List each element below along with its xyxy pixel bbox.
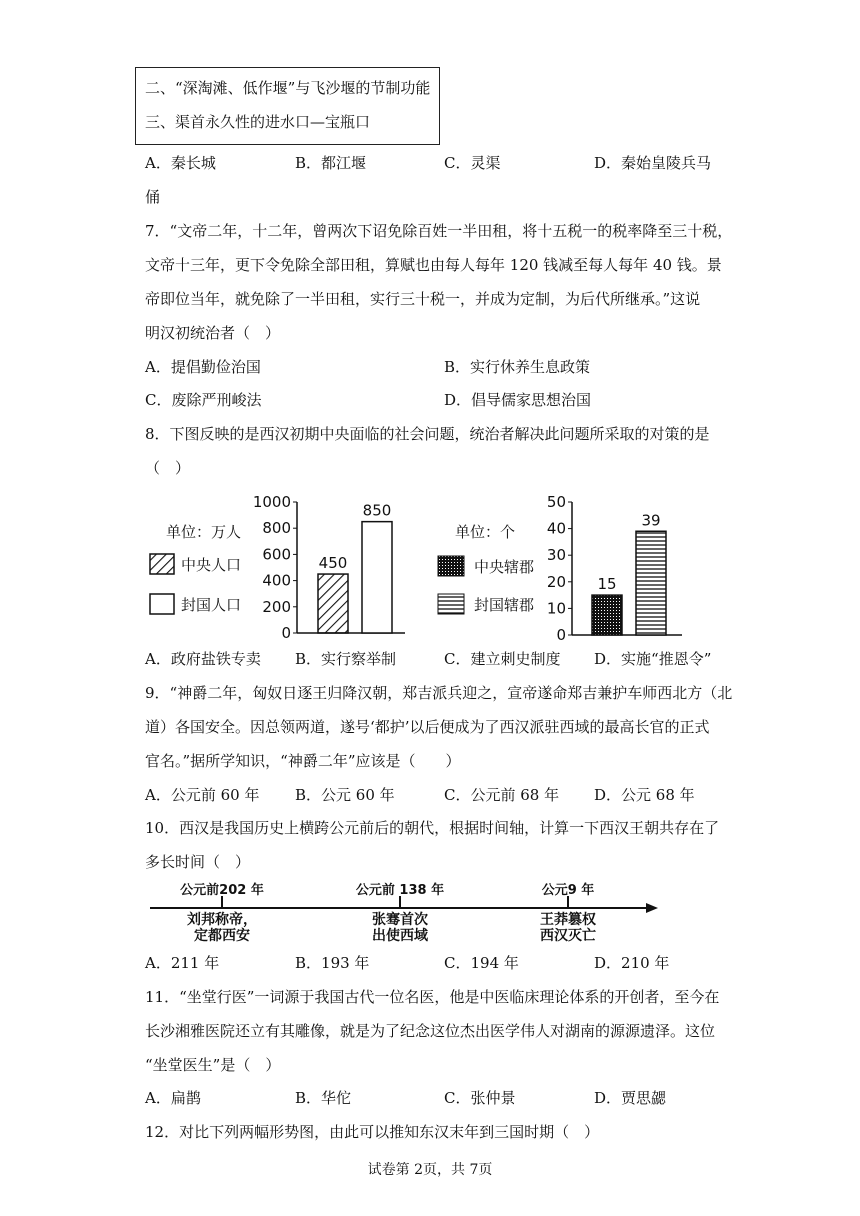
chart2-tick-label: 50: [546, 493, 566, 511]
chart1-data-label-1: 450: [318, 554, 348, 573]
q11-option-b: B．华佗: [295, 1089, 352, 1107]
q8-option-c: C．建立刺史制度: [444, 650, 561, 668]
timeline-date-1: 公元前202 年: [180, 883, 264, 898]
q11-line-2: 长沙湘雅医院还立有其雕像，就是为了纪念这位杰出医学伟人对湖南的源源遗泽。这位: [145, 1022, 716, 1040]
timeline-event-1b: 定都西安: [194, 928, 250, 944]
q7-line-3: 帝即位当年，就免除了一半田租，实行三十税一，并成为定制，为后代所继承。”这说: [145, 290, 701, 308]
q6-option-a: A．秦长城: [145, 154, 216, 172]
chart1-bar-1: [318, 574, 348, 633]
q6-option-b: B．都江堰: [295, 154, 367, 172]
q9-option-d: D．公元 68 年: [594, 786, 695, 804]
chart2-data-label-2: 39: [641, 511, 661, 530]
chart2-tick-label: 30: [546, 546, 566, 565]
chart1-tick-label: 600: [262, 545, 291, 564]
q7-option-a: A．提倡勤俭治国: [145, 358, 261, 376]
q9-line-1: 9．“神爵二年，匈奴日逐王归降汉朝，郑吉派兵迎之，宣帝遂命郑吉兼护车师西北方（北: [145, 684, 733, 702]
q7-line-4: 明汉初统治者（ ）: [145, 324, 281, 342]
q7-line-1: 7．“文帝二年，十二年，曾两次下诏免除百姓一半田租，将十五税一的税率降至三十税，: [145, 222, 733, 240]
chart1-tick-label: 200: [262, 597, 291, 616]
q7-option-d: D．倡导儒家思想治国: [444, 391, 592, 409]
q8-line-1: 8．下图反映的是西汉初期中央面临的社会问题，统治者解决此问题所采取的对策的是: [145, 425, 710, 443]
chart2-data-label-1: 15: [597, 575, 617, 594]
timeline-date-3: 公元9 年: [541, 883, 595, 898]
chart1-legend-swatch-central: [150, 554, 174, 574]
chart1-legend-central: 中央人口: [181, 556, 242, 574]
q11-line-3: “坐堂医生”是（ ）: [145, 1056, 281, 1074]
q8-charts: [0, 492, 860, 642]
q9-option-c: C．公元前 68 年: [444, 786, 560, 804]
q8-option-b: B．实行察举制: [295, 650, 397, 668]
timeline-event-3a: 王莽篡权: [540, 912, 596, 928]
chart2-tick-label: 20: [546, 572, 566, 591]
q10-timeline: [0, 880, 860, 944]
q10-option-b: B．193 年: [295, 954, 370, 972]
timeline-date-2: 公元前 138 年: [355, 883, 445, 898]
q9-option-a: A．公元前 60 年: [145, 786, 260, 804]
chart2-legend-central: 中央辖郡: [474, 558, 535, 576]
box-line-3: 三、渠首永久性的进水口—宝瓶口: [145, 113, 371, 131]
q9-line-2: 道）各国安全。因总领两道，遂号‘都护’以后便成为了西汉派驻西域的最高长官的正式: [145, 718, 710, 736]
chart2-unit-label: 单位：个: [455, 523, 516, 541]
timeline-event-2a: 张骞首次: [372, 912, 428, 928]
q11-line-1: 11．“坐堂行医”一词源于我国古代一位名医，他是中医临床理论体系的开创者，至今在: [145, 988, 720, 1006]
chart2-tick-label: 10: [546, 599, 566, 618]
q10-line-1: 10．西汉是我国历史上横跨公元前后的朝代，根据时间轴，计算一下西汉王朝共存在了: [145, 819, 720, 837]
q10-line-2: 多长时间（ ）: [145, 853, 251, 871]
q7-option-c: C．废除严刑峻法: [145, 391, 262, 409]
timeline-event-1a: 刘邦称帝，: [187, 912, 257, 928]
q7-line-2: 文帝十三年，更下令免除全部田租，算赋也由每人每年 120 钱减至每人每年 40 钱。景: [145, 256, 722, 274]
chart1-unit-label: 单位：万人: [166, 523, 242, 541]
q11-option-a: A．扁鹊: [145, 1089, 201, 1107]
chart1-tick-label: 0: [281, 624, 291, 642]
q10-option-d: D．210 年: [594, 954, 670, 972]
chart2-tick-label: 0: [556, 626, 566, 642]
chart2-legend-fief: 封国辖郡: [474, 596, 535, 614]
q8-option-a: A．政府盐铁专卖: [145, 650, 261, 668]
q11-option-d: D．贾思勰: [594, 1089, 667, 1107]
timeline-event-2b: 出使西域: [372, 928, 428, 944]
q9-line-3: 官名。”据所学知识，“神爵二年”应该是（ ）: [145, 752, 461, 770]
q10-option-a: A．211 年: [145, 954, 220, 972]
chart2-legend-swatch-fief: [438, 594, 464, 614]
q6-option-c: C．灵渠: [444, 154, 501, 172]
q8-line-2: （ ）: [145, 459, 191, 477]
chart1-legend-swatch-fief: [150, 594, 174, 614]
q12-line-1: 12．对比下列两幅形势图，由此可以推知东汉末年到三国时期（ ）: [145, 1123, 600, 1141]
q7-option-b: B．实行休养生息政策: [444, 358, 591, 376]
chart2-tick-label: 40: [546, 519, 566, 538]
chart1-tick-label: 400: [262, 571, 291, 590]
page-footer: 试卷第 2页，共 7页: [367, 1162, 493, 1178]
timeline-event-3b: 西汉灭亡: [540, 928, 596, 944]
chart2-legend-swatch-central: [438, 556, 464, 576]
chart1-bar-2: [362, 522, 392, 633]
chart1-data-label-2: 850: [362, 501, 392, 520]
chart1-tick-label: 1000: [252, 493, 291, 511]
chart1-tick-label: 800: [262, 519, 291, 538]
q6-option-d: D．秦始皇陵兵马: [594, 154, 712, 172]
chart1-legend-fief: 封国人口: [181, 596, 242, 614]
q10-option-c: C．194 年: [444, 954, 519, 972]
box-line-2: 二、“深淘滩、低作堰”与飞沙堰的节制功能: [145, 79, 431, 97]
q6-option-d-wrap: 俑: [145, 188, 161, 206]
q11-option-c: C．张仲景: [444, 1089, 516, 1107]
chart2-bar-2: [636, 531, 666, 635]
q9-option-b: B．公元 60 年: [295, 786, 395, 804]
timeline-arrow: [646, 903, 658, 913]
q8-option-d: D．实施“推恩令”: [594, 650, 712, 668]
chart2-bar-1: [592, 595, 622, 635]
